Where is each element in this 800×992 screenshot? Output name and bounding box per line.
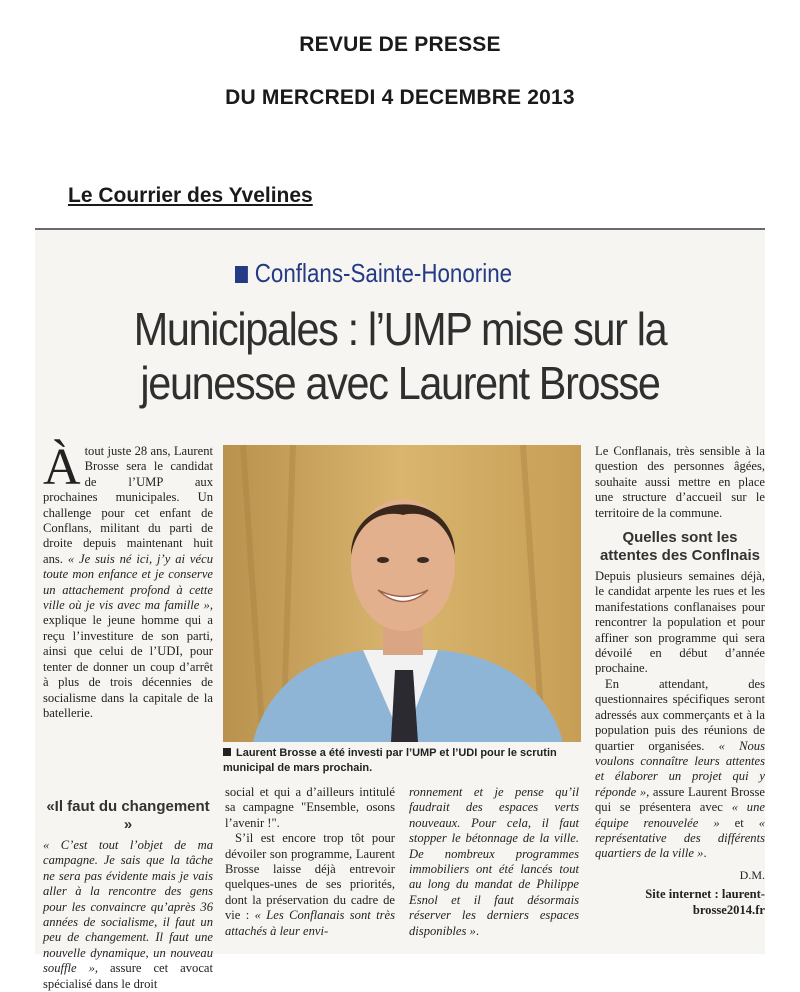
article-headline: Municipales : l’UMP mise sur la jeunesse avec Laurent Brosse xyxy=(133,303,667,409)
press-review-title: REVUE DE PRESSE xyxy=(299,33,501,56)
lead-text-end: , explique le jeune homme qui a reçu l’investiture de son parti, ainsi que celui de l’UDI, pour tenter de donner un coup d’arrêt à plus de trois décennies de socialisme dans la capitale de la batellerie. xyxy=(43,598,213,720)
drop-cap: À xyxy=(43,439,81,496)
article-rubric xyxy=(235,258,512,289)
lead-text: tout juste 28 ans, Laurent Brosse sera le candidat de l’UMP aux prochaines municipales. Un challenge pour cet enfant de Conflans, militant du parti de droite depuis maintenant huit ans. xyxy=(43,444,213,566)
text: , assure Laurent Brosse qui se présentera avec xyxy=(595,784,765,815)
article-column-4 xyxy=(595,444,765,918)
paragraph: Le Conflanais, très sensible à la question des personnes âgées, souhaite aussi mettre en place une structure d’accueil sur le territoire de la commune. xyxy=(595,444,765,520)
portrait-illustration xyxy=(223,445,581,742)
caption-square-icon xyxy=(223,748,231,756)
subheading-attentes: Quelles sont les attentes des Conflnais xyxy=(599,529,761,565)
text: , assure cet avocat spécialisé dans le droit xyxy=(43,961,214,991)
quote: « C’est tout l’objet de ma campagne. Je sais que la tâche ne sera pas évidente mais je vais aller à la rencontre des gens pour les convaincre qu’après 36 années de socialisme, il faut un peu de changement. Il faut une nouvelle dynamique, un nouveau souffle » xyxy=(43,838,213,976)
lead-paragraph xyxy=(43,439,213,721)
text: . xyxy=(475,923,479,938)
quote: ronnement et je pense qu’il faudrait des espaces verts nouveaux. Pour cela, il faut stopper le bétonnage de la ville. xyxy=(409,785,579,846)
caption-text: Laurent Brosse a été investi par l’UMP et l’UDI pour le scrutin municipal de mars prochain. xyxy=(223,747,557,774)
text: S’il est encore trop tôt pour dévoiler son programme, Laurent Brosse laisse déjà entrevoir quelques-unes de ses priorités, dont la préservation du cadre de vie : xyxy=(225,831,395,923)
quote: « Nous voulons connaître leurs attentes et élaborer un projet qui y réponde » xyxy=(595,738,765,799)
article-column-1-bottom xyxy=(43,790,213,992)
press-review-date: DU MERCREDI 4 DECEMBRE 2013 xyxy=(225,86,575,109)
candidate-website: Site internet : laurent-brosse2014.fr xyxy=(645,887,765,917)
paragraph: Depuis plusieurs semaines déjà, le candidat arpente les rues et les manifestations conflanaises pour rencontrer la population et pour affiner son programme qui sera dévoilé en début d’année prochaine. xyxy=(595,569,765,676)
quote: « Les Conflanais sont très attachés à leur envi- xyxy=(225,908,395,938)
quote: « représentative des différents quartiers de la ville » xyxy=(595,815,766,861)
candidate-photo xyxy=(223,445,581,742)
paragraph xyxy=(595,677,765,862)
author-signature: D.M. xyxy=(739,867,765,882)
rubric-square-icon xyxy=(235,266,248,283)
text: et xyxy=(734,815,744,830)
photo-caption xyxy=(223,746,581,776)
quote: De nombreux programmes immobiliers ont été lancés tout au long du mandat de Philippe Esnol et il faut désormais réserver les derniers espaces disponibles » xyxy=(409,846,579,938)
paragraph xyxy=(409,785,579,939)
lead-quote: « Je suis né ici, j’y ai vécu toute mon enfance et je conserve un attachement profond à cette ville où je vis avec ma famille » xyxy=(43,551,213,613)
paragraph xyxy=(43,838,213,992)
article-column-1 xyxy=(43,439,213,721)
article-column-2 xyxy=(225,785,395,939)
rubric-text: Conflans-Sainte-Honorine xyxy=(254,258,513,288)
article-column-3 xyxy=(409,785,579,939)
text: . xyxy=(703,846,707,861)
paragraph xyxy=(225,831,395,939)
paragraph: social et qui a d’ailleurs intitulé sa campagne "Ensemble, osons l’avenir !". xyxy=(225,785,395,830)
quote: « une équipe renouvelée » xyxy=(595,800,765,830)
subheading-changement: «Il faut du changement » xyxy=(46,798,210,833)
text: En attendant, des questionnaires spécifiques seront adressés aux commerçants et à la population puis des réunions de quartier organisées. xyxy=(595,676,765,753)
newspaper-name: Le Courrier des Yvelines xyxy=(68,184,313,207)
article-clipping xyxy=(35,228,766,991)
